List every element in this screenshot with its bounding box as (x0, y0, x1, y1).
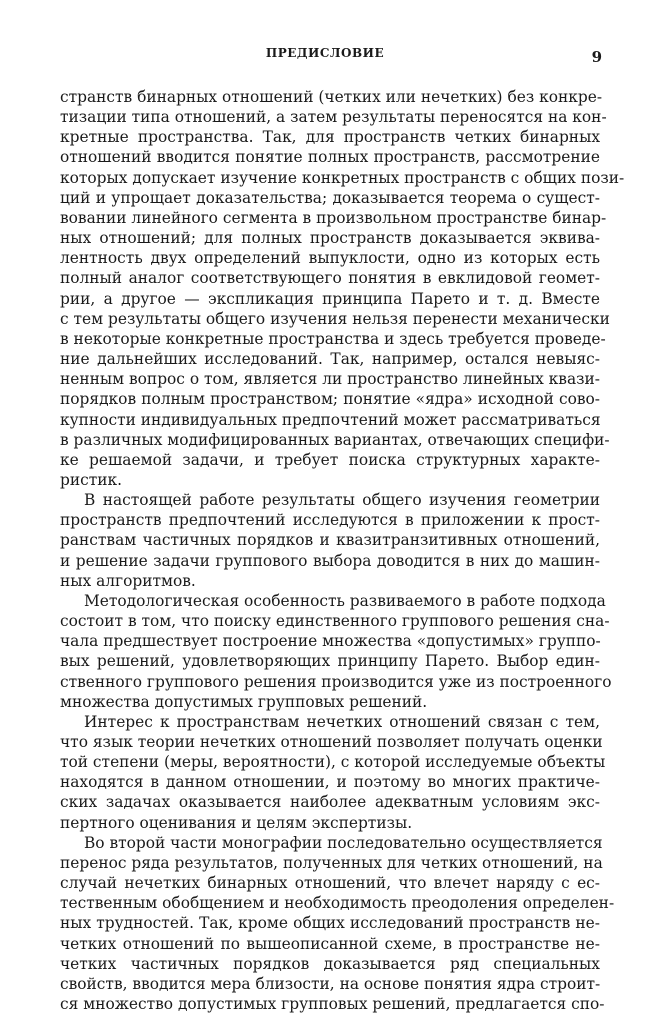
text-line: купности индивидуальных предпочтений может рассматриваться (60, 410, 601, 429)
text-line: тественным обобщением и необходимость преодоления определен- (60, 894, 615, 913)
text-line: полный аналог соответствующего понятия в евклидовой геомет- (60, 269, 600, 288)
text-line: порядков полным пространством; понятие «ядра» исходной сово- (60, 390, 600, 409)
text-line: тизации типа отношений, а затем результаты переносятся на кон- (60, 108, 607, 127)
text-line: ций и упрощает доказательства; доказывается теорема о сущест- (60, 188, 600, 207)
text-line: множества допустимых групповых решений. (60, 692, 428, 711)
text-line: случай нечетких бинарных отношений, что влечет наряду с ес- (60, 874, 600, 893)
text-line: Интерес к пространствам нечетких отношений связан с тем, (84, 712, 600, 731)
page-number: 9 (591, 48, 602, 66)
text-line: ристик. (60, 470, 123, 489)
text-line: перенос ряда результатов, полученных для четких отношений, на (60, 853, 603, 872)
text-line: ных отношений; для полных пространств доказывается эквива- (60, 229, 600, 248)
text-line: ственного группового решения производится уже из построенного (60, 672, 612, 691)
text-line: вовании линейного сегмента в произвольном пространстве бинар- (60, 208, 607, 227)
text-line: ся множество допустимых групповых решений, предлагается спо- (60, 995, 605, 1014)
text-line: чала предшествует построение множества «допустимых» группо- (60, 632, 601, 651)
text-line: четких отношений по вышеописанной схеме, в пространстве не- (60, 934, 600, 953)
text-line: состоит в том, что поиску единственного группового решения сна- (60, 612, 610, 631)
text-line: ных алгоритмов. (60, 571, 196, 590)
text-line: ке решаемой задачи, и требует поиска структурных характе- (60, 450, 600, 469)
text-line: свойств, вводится мера близости, на основе понятия ядра строит- (60, 974, 601, 993)
body-text (60, 87, 625, 1014)
text-line: ских задачах оказывается наиболее адекватным условиям экс- (60, 793, 600, 812)
text-line: с тем результаты общего изучения нельзя перенести механически (60, 309, 610, 328)
text-line: лентность двух определений выпуклости, одно из которых есть (60, 249, 600, 268)
text-line: ных трудностей. Так, кроме общих исследований пространств не- (60, 914, 600, 933)
text-line: кретные пространства. Так, для пространств четких бинарных (60, 128, 600, 147)
running-title: ПРЕДИСЛОВИЕ (265, 46, 385, 60)
text-line: в некоторые конкретные пространства и здесь требуется проведе- (60, 329, 606, 348)
text-line: четких частичных порядков доказывается ряд специальных (60, 954, 600, 973)
text-line: пертного оценивания и целям экспертизы. (60, 813, 413, 832)
text-line: Во второй части монографии последовательно осуществляется (84, 833, 603, 852)
text-line: в различных модифицированных вариантах, отвечающих специфи- (60, 430, 610, 449)
text-line: находятся в данном отношении, и поэтому во многих практиче- (60, 773, 600, 792)
text-line: ненным вопрос о том, является ли пространство линейных квази- (60, 370, 600, 389)
text-line: вых решений, удовлетворяющих принципу Парето. Выбор един- (60, 652, 600, 671)
text-line: рии, а другое — экспликация принципа Парето и т. д. Вместе (60, 289, 600, 308)
text-line: ранствам частичных порядков и квазитранзитивных отношений, (60, 531, 600, 550)
text-line: которых допускает изучение конкретных пространств с общих пози- (60, 168, 625, 187)
text-line: ние дальнейших исследований. Так, например, остался невыяс- (60, 350, 600, 369)
text-line: и решение задачи группового выбора доводится в них до машин- (60, 551, 600, 570)
text-line: отношений вводится понятие полных пространств, рассмотрение (60, 148, 600, 167)
text-line: пространств предпочтений исследуются в приложении к прост- (60, 511, 600, 530)
text-line: что язык теории нечетких отношений позволяет получать оценки (60, 733, 603, 751)
text-line: той степени (меры, вероятности), с которой исследуемые объекты (60, 753, 606, 772)
text-line: Методологическая особенность развиваемого в работе подхода (84, 591, 606, 610)
text-line: странств бинарных отношений (четких или нечетких) без конкре- (60, 88, 603, 106)
text-line: В настоящей работе результаты общего изучения геометрии (84, 491, 600, 510)
